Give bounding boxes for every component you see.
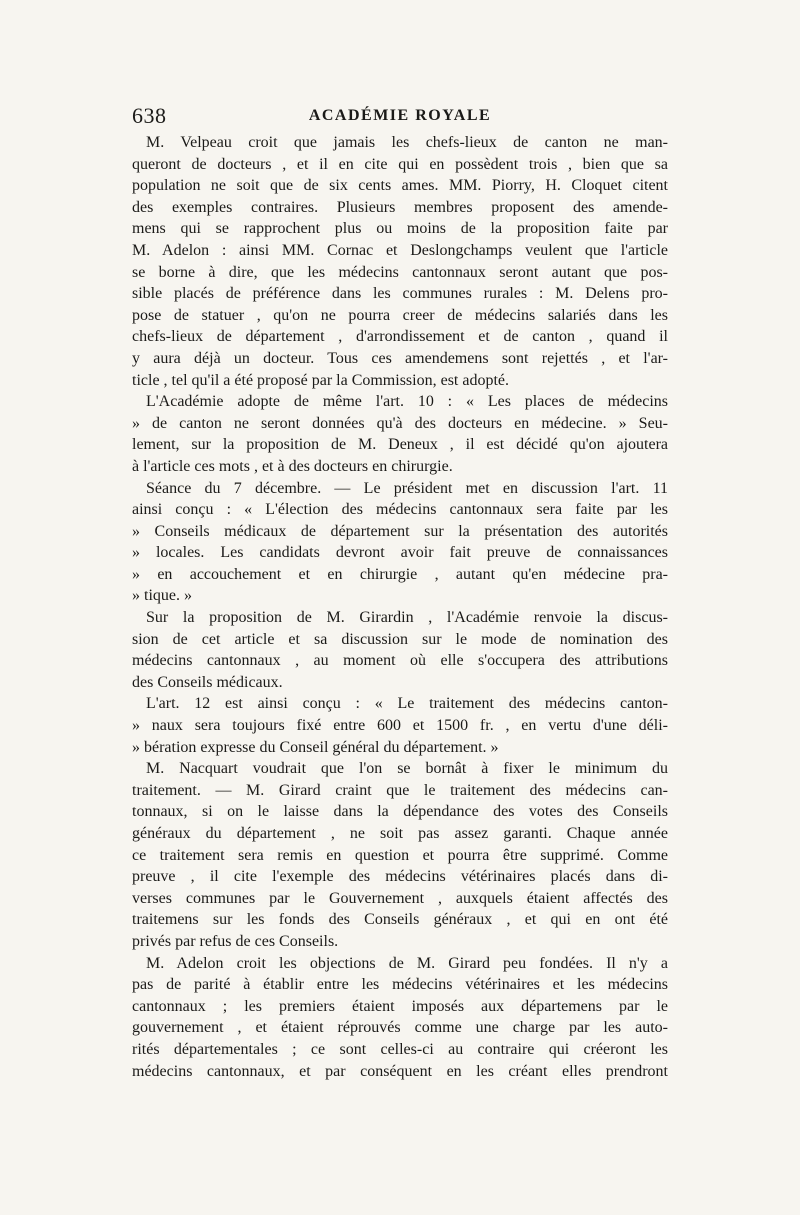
text-line: gouvernement , et étaient réprouvés comme une charge par les auto- xyxy=(132,1019,668,1037)
text-line: généraux du département , ne soit pas assez garanti. Chaque année xyxy=(132,825,668,842)
text-line: M. Velpeau croit que jamais les chefs-lieux de canton ne man- xyxy=(146,134,668,151)
text-line: queront de docteurs , et il en cite qui en possèdent trois , bien que sa xyxy=(132,155,668,173)
text-line: » naux sera toujours fixé entre 600 et 1500 fr. , en vertu d'une déli- xyxy=(132,717,668,735)
text-line: traitement. — M. Girard craint que le traitement des médecins can- xyxy=(132,781,668,799)
book-page xyxy=(132,0,668,1215)
text-line: médecins cantonnaux, et par conséquent en les créant elles prendront xyxy=(132,1062,668,1080)
text-line: ainsi conçu : « L'élection des médecins cantonnaux sera faite par les xyxy=(132,501,668,519)
text-line: chefs-lieux de département , d'arrondissement et de canton , quand il xyxy=(132,328,668,346)
text-line: médecins cantonnaux , au moment où elle s'occupera des attributions xyxy=(132,652,668,670)
text-line: » de canton ne seront données qu'à des docteurs en médecine. » Seu- xyxy=(132,414,668,432)
text-line: sible placés de préférence dans les communes rurales : M. Delens pro- xyxy=(132,285,668,303)
text-line: » locales. Les candidats devront avoir fait preuve de connaissances xyxy=(132,544,668,562)
text-line: Sur la proposition de M. Girardin , l'Académie renvoie la discus- xyxy=(146,609,668,627)
text-line: y aura déjà un docteur. Tous ces amendemens sont rejettés , et l'ar- xyxy=(132,349,668,367)
text-line: des Conseils médicaux. xyxy=(132,673,283,691)
text-line: » en accouchement et en chirurgie , autant qu'en médecine pra- xyxy=(132,565,668,583)
text-line: des exemples contraires. Plusieurs membres proposent des amende- xyxy=(132,198,668,216)
text-line: lement, sur la proposition de M. Deneux , il est décidé qu'on ajoutera xyxy=(132,436,668,454)
text-line: » bération expresse du Conseil général du département. » xyxy=(132,738,499,756)
text-line: pose de statuer , qu'on ne pourra creer de médecins salariés dans les xyxy=(132,306,668,324)
text-line: L'Académie adopte de même l'art. 10 : « Les places de médecins xyxy=(146,393,668,411)
text-line: ticle , tel qu'il a été proposé par la Commission, est adopté. xyxy=(132,371,510,389)
body-text xyxy=(132,132,668,1082)
text-line: cantonnaux ; les premiers étaient imposés aux départemens par le xyxy=(132,997,668,1015)
text-line: preuve , il cite l'exemple des médecins vétérinaires placés dans di- xyxy=(132,868,668,886)
text-line: tonnaux, si on le laisse dans la dépendance des votes des Conseils xyxy=(132,803,668,821)
page-number: 638 xyxy=(132,103,167,128)
text-line: se borne à dire, que les médecins cantonnaux seront autant que pos- xyxy=(132,263,668,281)
page-header xyxy=(132,103,668,133)
text-line: L'art. 12 est ainsi conçu : « Le traitement des médecins canton- xyxy=(146,695,668,713)
text-line: M. Nacquart voudrait que l'on se bornât à fixer le minimum du xyxy=(146,760,668,778)
text-line: » Conseils médicaux de département sur la présentation des autorités xyxy=(132,522,668,540)
text-line: M. Adelon : ainsi MM. Cornac et Deslongchamps veulent que l'article xyxy=(132,241,668,259)
text-line: population ne soit que de six cents ames. MM. Piorry, H. Cloquet citent xyxy=(132,177,668,195)
text-line: M. Adelon croit les objections de M. Girard peu fondées. Il n'y a xyxy=(146,954,668,972)
text-line: pas de parité à établir entre les médecins vétérinaires et les médecins xyxy=(132,976,668,994)
text-line: sion de cet article et sa discussion sur le mode de nomination des xyxy=(132,630,668,648)
text-line: mens qui se rapprochent plus ou moins de la proposition faite par xyxy=(132,220,668,238)
text-line: ce traitement sera remis en question et pourra être supprimé. Comme xyxy=(132,846,668,864)
running-title: ACADÉMIE ROYALE xyxy=(308,107,492,124)
text-line: » tique. » xyxy=(132,587,192,605)
text-line: verses communes par le Gouvernement , auxquels étaient affectés des xyxy=(132,889,668,907)
text-line: privés par refus de ces Conseils. xyxy=(132,932,339,950)
text-line: traitemens sur les fonds des Conseils généraux , et qui en ont été xyxy=(132,911,668,929)
text-line: rités départementales ; ce sont celles-ci au contraire qui créeront les xyxy=(132,1040,668,1058)
text-line: à l'article ces mots , et à des docteurs en chirurgie. xyxy=(132,457,453,475)
text-line: Séance du 7 décembre. — Le président met en discussion l'art. 11 xyxy=(146,479,668,497)
